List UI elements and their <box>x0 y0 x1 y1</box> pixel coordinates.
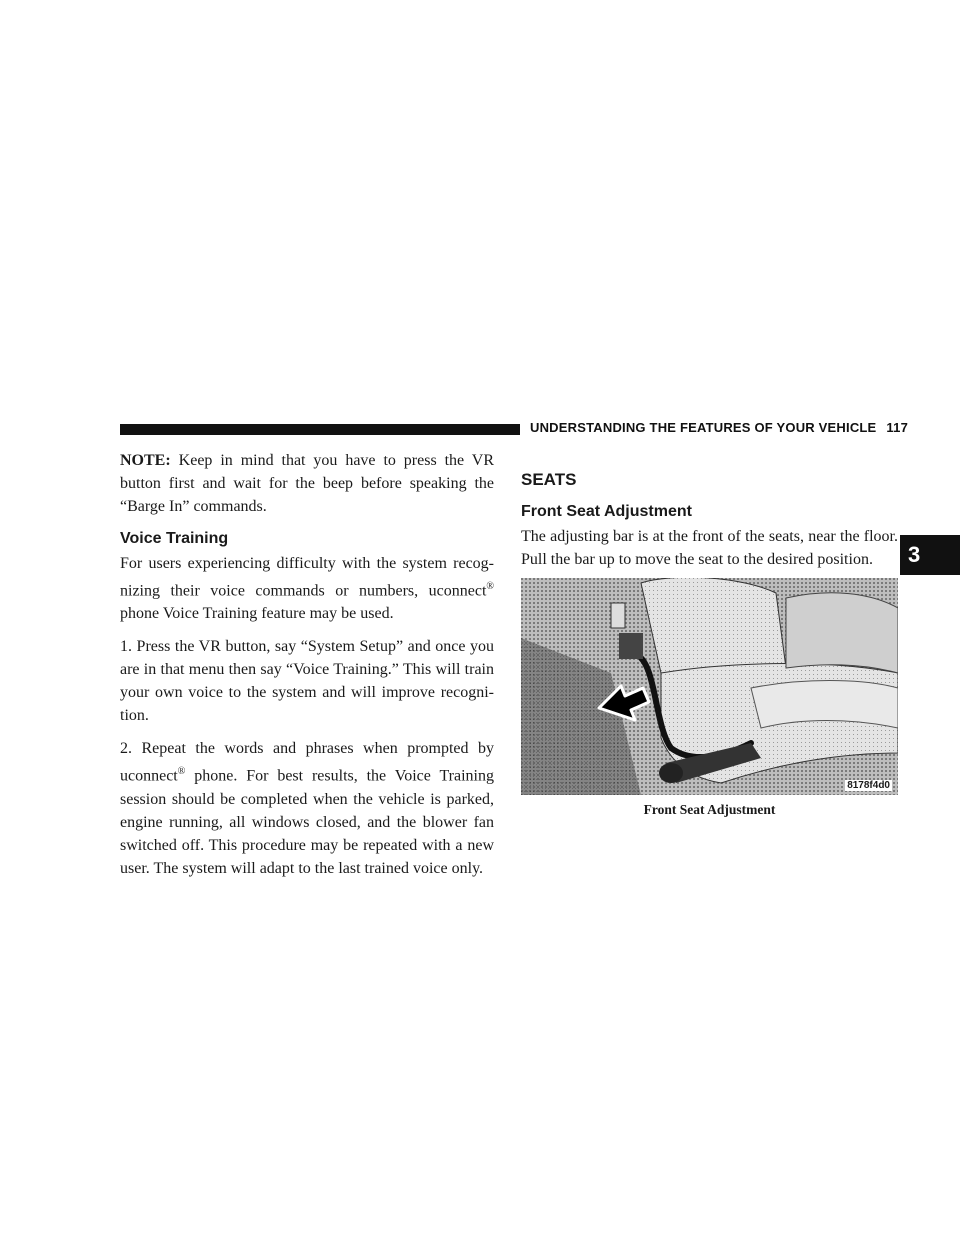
running-header <box>530 420 908 435</box>
step-2: 2. Repeat the words and phrases when prompted by uconnect® phone. For best results, the Voice Training session should be completed when the vehicle is parked, engine running, all windows closed, and the blower fan switched off. This procedure may be repeated with a new user. The system will adapt to the last trained voice only. <box>120 740 494 877</box>
right-column <box>521 449 898 581</box>
left-column <box>120 449 494 890</box>
figure-code: 8178f4d0 <box>847 780 890 791</box>
note-label: NOTE: <box>120 452 171 469</box>
note-paragraph <box>120 449 494 518</box>
header-title: UNDERSTANDING THE FEATURES OF YOUR VEHICLE <box>530 420 877 435</box>
figure-caption: Front Seat Adjustment <box>643 802 776 817</box>
header-bar <box>120 424 520 435</box>
front-seat-text: The adjusting bar is at the front of the seats, near the floor. Pull the bar up to move the seat to the desired position. <box>521 528 898 568</box>
chapter-number: 3 <box>908 542 921 567</box>
seats-heading: SEATS <box>521 470 577 489</box>
front-seat-heading: Front Seat Adjustment <box>521 503 692 520</box>
voice-training-heading: Voice Training <box>120 530 229 547</box>
chapter-tab <box>900 535 960 575</box>
registered-mark: ® <box>177 766 186 778</box>
page-number: 117 <box>886 420 908 435</box>
note-text: Keep in mind that you have to press the VR button first and wait for the beep before speaking the “Barge In” commands. <box>120 452 494 515</box>
seat-illustration <box>521 578 898 795</box>
step-1: 1. Press the VR button, say “System Setup” and once you are in that menu then say “Voice Training.” This will train your own voice to the system and will improve recogni- tion. <box>120 638 494 725</box>
front-seat-figure <box>521 578 898 795</box>
voice-training-intro: For users experiencing difficulty with the system recog- nizing their voice commands or numbers, uconnect® phone Voice Training feature may be used. <box>120 555 494 623</box>
registered-mark: ® <box>486 581 494 592</box>
